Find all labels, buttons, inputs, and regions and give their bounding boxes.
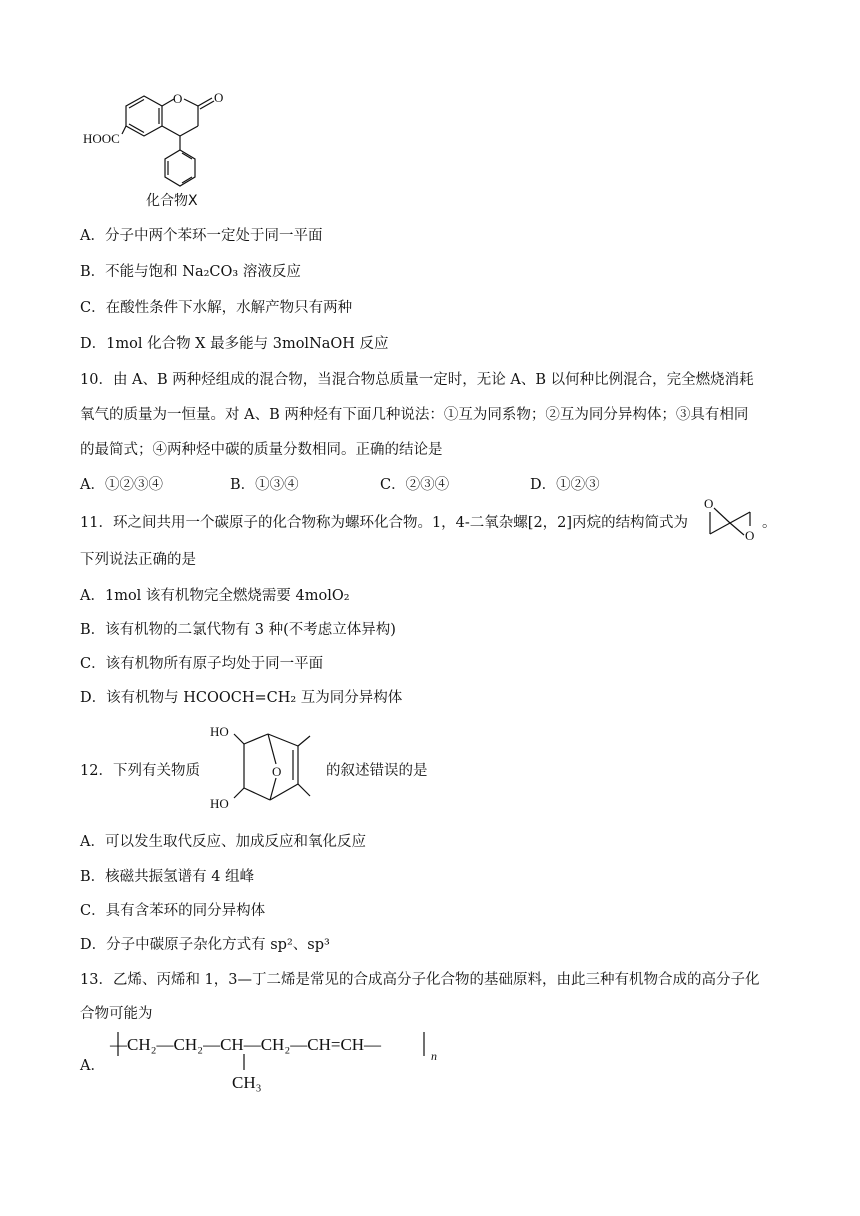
q12-option-a: A．可以发生取代反应、加成反应和氧化反应 [80, 834, 366, 850]
ring-oxygen-label: O [173, 91, 183, 106]
q9-option-a: A．分子中两个苯环一定处于同一平面 [80, 228, 323, 244]
q11-option-a: A．1mol 该有机物完全燃烧需要 4molO₂ [80, 588, 350, 604]
carbonyl-oxygen-label: O [214, 90, 224, 105]
q11-stem-line-1: 11．环之间共用一个碳原子的化合物称为螺环化合物。1，4-二氧杂螺[2，2]丙烷的结构简式为 [80, 515, 689, 531]
q10-stem-line-3: 的最简式；④两种烃中碳的质量分数相同。正确的结论是 [80, 442, 443, 458]
q12-bicyclic-structure [206, 720, 328, 820]
q13-stem-line-1: 13．乙烯、丙烯和 1，3—丁二烯是常见的合成高分子化合物的基础原料，由此三种有机物合成的高分子化 [80, 972, 760, 988]
polymer-methyl-branch: CH₃ [232, 1073, 262, 1092]
q10-option-c: C．②③④ [380, 477, 450, 493]
q10-stem-line-2: 氧气的质量为一恒量。对 A、B 两种烃有下面几种说法：①互为同系物；②互为同分异构体；③具有相同 [80, 407, 749, 423]
q12-bridge-oxygen: O [272, 764, 282, 779]
q13-polymer-structure [106, 1028, 446, 1096]
q13-option-a-label: A． [80, 1058, 105, 1074]
spiro-oxygen-bottom: O [745, 528, 755, 543]
spiro-compound-structure [702, 496, 760, 544]
cooh-group-label: HOOC [83, 131, 120, 146]
q11-stem-period: 。 [762, 515, 777, 531]
q12-option-b: B．核磁共振氢谱有 4 组峰 [80, 869, 255, 885]
spiro-oxygen-top: O [704, 496, 714, 511]
compound-x-caption: 化合物X [146, 193, 198, 209]
polymer-main-chain: —CH₂—CH₂—CH—CH₂—CH=CH— [110, 1035, 382, 1054]
q9-option-c: C．在酸性条件下水解，水解产物只有两种 [80, 300, 353, 316]
q12-ho-top: HO [210, 724, 229, 739]
q11-stem-line-2: 下列说法正确的是 [80, 552, 196, 568]
q12-stem-after: 的叙述错误的是 [326, 763, 428, 779]
q12-ho-bottom: HO [210, 796, 229, 811]
q13-stem-line-2: 合物可能为 [80, 1006, 153, 1022]
q11-option-b: B．该有机物的二氯代物有 3 种(不考虑立体异构) [80, 622, 396, 638]
q9-option-b: B．不能与饱和 Na₂CO₃ 溶液反应 [80, 264, 301, 280]
q10-option-b: B．①③④ [230, 477, 299, 493]
compound-x-structure [78, 82, 248, 212]
q10-option-d: D．①②③ [530, 477, 600, 493]
q10-stem-line-1: 10．由 A、B 两种烃组成的混合物，当混合物总质量一定时，无论 A、B 以何种比例混合，完全燃烧消耗 [80, 372, 754, 388]
q12-stem-before: 12．下列有关物质 [80, 763, 200, 779]
q11-option-d: D．该有机物与 HCOOCH=CH₂ 互为同分异构体 [80, 690, 403, 706]
q11-option-c: C．该有机物所有原子均处于同一平面 [80, 656, 324, 672]
polymer-subscript-n: n [431, 1049, 437, 1063]
q12-option-c: C．具有含苯环的同分异构体 [80, 903, 266, 919]
q10-option-a: A．①②③④ [80, 477, 163, 493]
q12-option-d: D．分子中碳原子杂化方式有 sp²、sp³ [80, 937, 330, 953]
q9-option-d: D．1mol 化合物 X 最多能与 3molNaOH 反应 [80, 336, 389, 352]
